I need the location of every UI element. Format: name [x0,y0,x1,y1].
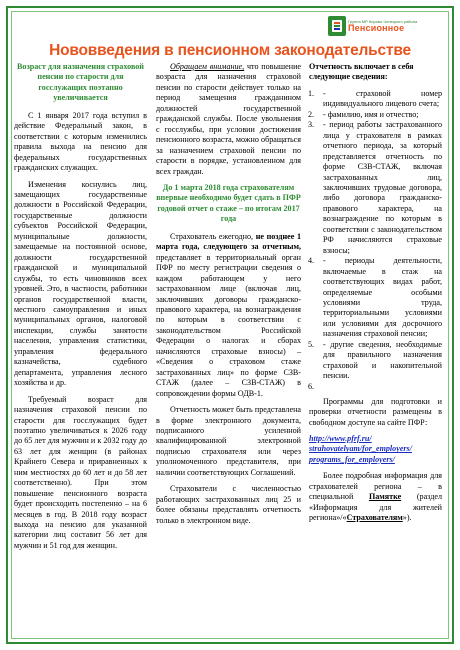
paragraph-deadline [156,232,301,399]
link-line[interactable]: http://www.pfrf.ru/ [309,433,372,443]
text-run: »). [402,513,412,523]
paragraph: Отчетность может быть представлена в форме электронного документа, подписанного усиленной квалифицированной электронной подписью страхователя или через уполномоченного представителя, при наличии соответствующих Соглашений. [156,405,301,477]
list-number: 1. [308,88,315,98]
paragraph: Изменения коснулись лиц, замещающих государственные должности в Российской Федерации, государственные должности субъектов Российской Федерации, муниципальные должности, замещаемые на постоянной основе, должности государственной гражданской и муниципальной службы, то есть чиновников всех уровней. Это, в частности, работники органов государственной власти, местного самоуправления и иных муниципальных органов, налоговой инспекции, службы занятости населения, управления статистики, управления федерального казначейства, судебного департамента, управления лесного хозяйства и др. [14,179,147,388]
list-text: - фамилию, имя и отчество; [323,109,419,119]
text-run: (раздел «Информация для жителей региона»/« [309,492,442,523]
paragraph: С 1 января 2017 года вступил в действие Федеральный закон, в соответствии с которым изменились правила выхода на пенсию для федеральных государственных гражданских служащих. [14,110,147,173]
section-heading-retirement-age: Возраст для назначения страховой пенсии по старости для госслужащих поэтапно увеличивается [17,62,144,103]
text-run: представляет в территориальный орган ПФР по месту регистрации сведения о каждом работающем у него застрахованном лице (включая лиц, заключивших договоры гражданско-правового характера, на вознаграждения по которым в соответствии с законодательством Российской Федерации о налогах и сборах начисляются страховые взносы) – «Сведения о страховом стаже застрахованных лиц» по форме СЗВ-СТАЖ (далее – СЗВ-СТАЖ) в сопровождении формы ОДВ-1. [156,252,301,398]
pension-fund-emblem-icon [328,16,346,36]
deadline-emphasis: не позднее 1 марта года, следующего за отчетным, [156,231,301,252]
list-text: - другие сведения, необходимые для правильного назначения страховой и накопительной пенсии. [323,339,442,381]
list-number: 2. [308,109,315,119]
logo-text [348,20,417,33]
report-contents-list [309,89,442,393]
list-item [309,256,442,340]
text-run: Более подробная информация для страхователей региона – в специальной [309,471,442,502]
paragraph: Страхователи с численностью работающих застрахованных лиц 25 и более обязаны представлять отчетность только в электронном виде. [156,484,301,525]
link-line[interactable]: programs_for_employers/ [309,454,395,464]
list-text: - страховой номер индивидуального лицевого счета; [323,88,442,109]
column-middle [156,62,301,532]
paragraph-programs: Программы для подготовки и проверки отчетности размещены в свободном доступе на сайте ПФР: [309,396,442,427]
attention-text: что повышение возраста для назначения страховой пенсии по старости действует только на период замещения гражданином должностей государственной гражданской службы. После увольнения с госслужбы, при условии достижения пенсионного возраста, можно обращаться за назначением страховой пенсии по старости в порядке, установленном для всех граждан. [156,62,301,176]
pension-fund-logo [328,14,444,38]
paragraph: Требуемый возраст для назначения страховой пенсии по старости для госслужащих будет поэтапно увеличиваться к 2026 году до 65 лет для мужчин и к 2032 году до 63 лет для женщин (в районах Крайнего Севера и приравненных к ним местностях до 60 лет и до 58 лет соответственно). При этом повышение пенсионного возраста будет происходить постепенно – на 6 месяцев в год. В 2018 году возраст выхода на пенсию для указанной категории лиц составит 56 лет для мужчин и 51 год для женщин. [14,394,147,550]
logo-big-text: Пенсионное [348,22,405,33]
memo-link[interactable]: Памятке [368,492,402,502]
link-line[interactable]: strahovatelyam/for_employers/ [309,444,412,454]
column-left [14,62,147,557]
list-number: 4. [308,256,315,266]
list-item [309,89,442,110]
page-title: Нововведения в пенсионном законодательстве [49,42,411,59]
attention-label: Обращаем внимание, [170,62,245,71]
report-contents-heading: Отчетность включает в себя следующие сведения: [309,62,414,82]
paragraph-attention [156,62,301,177]
list-item [309,340,442,382]
pfr-link[interactable] [309,434,442,465]
column-right [309,62,442,530]
emblem-shape [331,19,343,33]
text-run: Страхователь ежегодно, [170,231,256,241]
list-number: 5. [308,339,315,349]
paragraph-more-info [309,471,442,523]
list-number: 3. [308,120,315,130]
section-heading-annual-report: До 1 марта 2018 года страхователям впервые необходимо будет сдать в ПФР годовой отчет о стаже – по итогам 2017 года [156,182,301,224]
list-number: 6. [308,381,315,391]
list-text: - периоды деятельности, включаемые в стаж на соответствующих видах работ, определяемые особыми условиями труда, территориальными условиями или условиями для досрочного назначения страховой пенсии; [323,256,442,339]
logo-small-text: Группа МР Кирово-Чепецкого района [348,18,418,24]
list-item [309,120,442,256]
list-item [309,110,442,120]
insurers-link[interactable]: Страхователям [346,513,403,523]
list-text: - период работы застрахованного лица у страхователя в рамках отчетного периода, за который представляется отчетность по форме СЗВ-СТАЖ, включая застрахованных лиц, заключивших трудовые договора, либо договора гражданско-правового характера, на вознаграждение по которым в соответствии с законодательством РФ начисляются страховые взносы; [323,120,442,255]
list-item-blank [309,382,442,393]
